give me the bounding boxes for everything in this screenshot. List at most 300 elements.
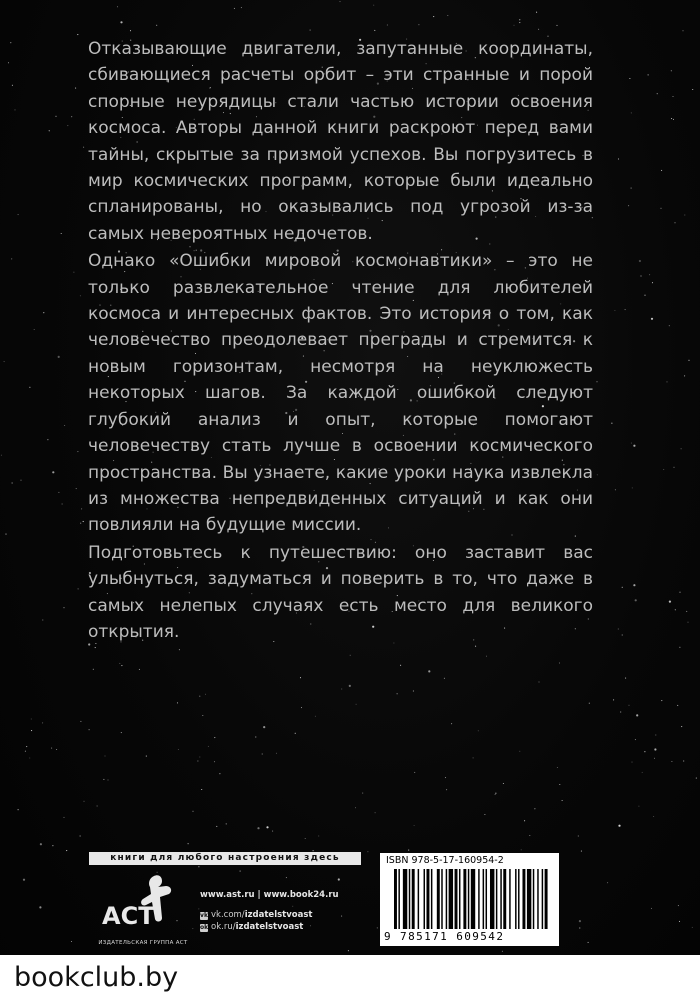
star: [387, 24, 388, 25]
star: [631, 188, 632, 189]
star: [1, 455, 2, 456]
star: [374, 30, 375, 31]
publisher-links: [200, 890, 339, 934]
star: [684, 375, 685, 376]
star: [681, 726, 682, 727]
star: [31, 718, 32, 719]
star: [301, 707, 302, 708]
star: [486, 656, 487, 657]
star: [362, 793, 363, 794]
star: [651, 908, 652, 909]
star: [214, 761, 215, 762]
blurb-text: [88, 36, 593, 646]
star: [10, 42, 11, 43]
star: [350, 655, 351, 656]
star: [513, 25, 514, 26]
star: [657, 93, 658, 94]
star: [579, 920, 581, 922]
star: [519, 751, 520, 752]
barcode-bar: [527, 869, 531, 929]
star: [579, 927, 580, 928]
star: [413, 690, 414, 691]
star: [266, 826, 268, 828]
star: [529, 835, 530, 836]
star: [653, 816, 654, 817]
star: [55, 116, 56, 117]
star: [433, 16, 434, 17]
star: [262, 753, 263, 754]
star: [686, 611, 687, 612]
star: [188, 843, 189, 844]
star: [638, 806, 639, 807]
star: [687, 622, 688, 623]
star: [25, 751, 26, 752]
star: [339, 1, 340, 2]
star: [562, 800, 563, 801]
star: [8, 62, 9, 63]
barcode-bar: [403, 869, 407, 929]
star: [534, 808, 535, 809]
star: [310, 30, 311, 31]
star: [29, 387, 30, 388]
star: [77, 451, 78, 452]
star: [80, 835, 81, 836]
star: [678, 905, 679, 906]
barcode-bar: [441, 869, 442, 929]
star: [684, 214, 685, 215]
star: [618, 825, 620, 827]
star: [400, 665, 401, 666]
star: [648, 74, 649, 75]
star: [618, 628, 619, 629]
star: [192, 811, 193, 812]
star: [519, 22, 520, 23]
star: [214, 737, 215, 738]
star: [18, 214, 19, 215]
star: [192, 928, 193, 929]
star: [635, 739, 636, 740]
barcode-bar: [518, 869, 519, 929]
star: [80, 523, 81, 524]
star: [107, 779, 108, 780]
star: [42, 619, 43, 620]
star: [677, 705, 678, 706]
star: [524, 820, 525, 821]
barcode-bar: [463, 869, 466, 929]
barcode-bar: [515, 869, 516, 929]
star: [56, 749, 57, 750]
watermark-site: bookclub.by: [14, 962, 179, 993]
star: [348, 950, 349, 951]
star: [681, 448, 682, 449]
barcode-bar: [503, 869, 506, 929]
barcode-bar: [496, 869, 497, 929]
barcode-bar: [446, 869, 447, 929]
star: [682, 30, 683, 31]
star: [341, 688, 342, 689]
star: [80, 295, 81, 296]
star: [397, 693, 398, 694]
star: [635, 599, 637, 601]
barcode-bar: [398, 869, 399, 929]
barcode-bar: [478, 869, 479, 929]
barcode-bar: [545, 869, 548, 929]
blurb-paragraph-2: Однако «Ошибки мировой космонавтики» – это не только развлекательное чтение для любителей космоса и интересных фактов. Это история о том, как человечество преодолевает преграды и стремится к новым горизонтам, несмотря на неуклюжесть некоторых шагов. За каждой ошибкой следуют глубокий анализ и опыт, которые помогают человечеству стать лучше в освоении космического пространства. Вы узнаете, какие уроки наука извлекла из множества непредвиденных ситуаций и как они повлияли на будущие миссии.: [88, 251, 593, 536]
star: [219, 773, 220, 774]
star: [581, 851, 582, 852]
star: [355, 807, 356, 808]
blurb-paragraph-3: Подготовьтесь к путешествию: оно заставит вас улыбнуться, задуматься и поверить в то, что даже в самых нелепых случаях есть место для великого открытия.: [88, 542, 593, 642]
star: [642, 772, 643, 773]
star: [67, 125, 68, 126]
star: [12, 85, 13, 86]
star: [216, 826, 217, 827]
star: [97, 805, 98, 806]
star: [679, 647, 680, 648]
star: [12, 482, 13, 483]
star: [47, 439, 48, 440]
star: [318, 835, 319, 836]
star: [76, 488, 77, 489]
star: [121, 732, 122, 733]
star: [257, 827, 259, 829]
star: [349, 685, 351, 687]
barcode-icon: [394, 869, 552, 929]
star: [618, 158, 619, 159]
star: [130, 30, 131, 31]
star: [484, 814, 485, 815]
publisher-tagline: книги для любого настроения здесь: [89, 852, 361, 865]
star: [103, 779, 104, 780]
social-link-ok-handle: izdatelstvoast: [235, 922, 304, 932]
star: [23, 879, 25, 881]
star: [63, 817, 64, 818]
star: [414, 825, 415, 826]
star: [632, 487, 633, 488]
star: [29, 757, 30, 758]
star: [205, 694, 206, 695]
star: [625, 678, 626, 679]
star: [40, 843, 42, 845]
barcode-bar: [455, 869, 458, 929]
star: [631, 112, 632, 113]
star: [4, 361, 5, 362]
star: [66, 850, 67, 851]
star: [31, 730, 32, 731]
star: [578, 835, 579, 836]
star: [263, 726, 265, 728]
star: [83, 147, 84, 148]
star: [26, 746, 27, 747]
star: [625, 309, 626, 310]
star: [377, 927, 378, 928]
barcode-bar: [471, 869, 475, 929]
star: [674, 222, 675, 223]
star: [607, 882, 608, 883]
star: [428, 670, 430, 672]
star: [208, 746, 209, 747]
star: [588, 942, 589, 943]
star: [418, 24, 419, 25]
star: [197, 760, 198, 761]
star: [688, 360, 689, 361]
star: [654, 758, 655, 759]
star: [63, 607, 64, 608]
star: [295, 733, 296, 734]
star: [675, 609, 676, 610]
star: [58, 356, 60, 358]
star: [669, 601, 671, 603]
star: [315, 716, 316, 717]
star: [95, 647, 96, 648]
star: [199, 696, 200, 697]
star: [414, 772, 415, 773]
star: [495, 794, 496, 795]
star: [34, 329, 35, 330]
barcode-bar: [412, 869, 415, 929]
barcode-bar: [483, 869, 484, 929]
barcode-bar: [394, 869, 397, 929]
star: [305, 838, 306, 839]
star: [179, 649, 180, 650]
watermark-footer: [0, 955, 700, 1004]
star: [655, 734, 656, 735]
star: [666, 381, 667, 382]
barcode-bar: [449, 869, 453, 929]
star: [120, 21, 122, 23]
star: [536, 12, 537, 13]
star: [52, 845, 53, 846]
social-link-vk[interactable]: [200, 910, 339, 921]
star: [64, 425, 65, 426]
barcode-bar: [426, 869, 429, 929]
star: [478, 730, 479, 731]
star: [502, 951, 503, 952]
star: [49, 130, 50, 131]
star: [77, 34, 78, 35]
star: [375, 812, 376, 813]
star: [651, 318, 653, 320]
star: [201, 789, 202, 790]
star: [692, 89, 693, 90]
star: [11, 258, 12, 259]
barcode-bar: [537, 869, 538, 929]
star: [83, 521, 84, 522]
star: [121, 665, 122, 666]
star: [559, 784, 560, 785]
barcode-bar: [418, 869, 419, 929]
star: [93, 669, 94, 670]
star: [692, 927, 693, 928]
star: [226, 823, 227, 824]
star: [119, 663, 120, 664]
star: [661, 700, 662, 701]
star: [679, 592, 680, 593]
social-link-ok[interactable]: [200, 922, 339, 933]
star: [672, 96, 673, 97]
star: [447, 15, 448, 16]
star: [139, 669, 140, 670]
star: [272, 831, 273, 832]
barcode-digits: 9 785171 609542: [384, 930, 505, 943]
star: [104, 755, 105, 756]
star: [18, 809, 19, 810]
star: [636, 714, 638, 716]
star: [503, 783, 504, 784]
star: [58, 492, 59, 493]
barcode-bar: [542, 869, 543, 929]
star: [669, 325, 670, 326]
star: [373, 5, 374, 6]
star: [644, 751, 645, 752]
star: [338, 878, 340, 880]
star: [628, 705, 629, 706]
star: [71, 941, 72, 942]
star: [20, 480, 21, 481]
star: [341, 916, 342, 917]
star: [596, 381, 597, 382]
star: [78, 588, 79, 589]
isbn-label: ISBN 978-5-17-160954-2: [386, 855, 504, 866]
ok-icon: ok: [200, 923, 209, 931]
star: [633, 584, 635, 586]
star: [473, 757, 474, 758]
star: [538, 29, 539, 30]
star: [39, 906, 41, 908]
star: [83, 801, 84, 802]
star: [156, 25, 157, 26]
star: [199, 756, 200, 757]
star: [146, 756, 147, 757]
ast-logo-icon: [96, 872, 188, 942]
star: [75, 88, 76, 89]
star: [81, 508, 82, 509]
blurb-paragraph-1: Отказывающие двигатели, запутанные координаты, сбивающиеся расчеты орбит – эти странные и порой спорные неурядицы стали частью истории освоения космоса. Авторы данной книги раскроют перед вами тайны, скрытые за призмой успехов. Вы погрузитесь в мир космических программ, которые были идеально спланированы, но оказывались под угрозой из-за самых невероятных недочетов.: [88, 39, 593, 244]
barcode-bar: [409, 869, 410, 929]
star: [628, 205, 629, 206]
star: [663, 469, 664, 470]
barcode-bar: [468, 869, 469, 929]
star: [613, 699, 614, 700]
star: [597, 474, 598, 475]
barcode-bar: [490, 869, 494, 929]
ast-logo-letters: АСТ: [102, 902, 155, 930]
star: [671, 118, 672, 119]
star: [286, 877, 287, 878]
star: [611, 423, 612, 424]
star: [629, 78, 630, 79]
star: [52, 471, 54, 473]
star: [683, 760, 684, 761]
star: [178, 749, 179, 750]
star: [445, 777, 446, 778]
star: [177, 702, 178, 703]
barcode-bar: [459, 869, 460, 929]
star: [615, 489, 616, 490]
barcode-bar: [437, 869, 440, 929]
star: [654, 748, 656, 750]
star: [495, 793, 496, 794]
star: [408, 850, 409, 851]
star: [652, 282, 653, 283]
star: [631, 762, 632, 763]
isbn-barcode-box: [380, 853, 559, 946]
star: [633, 445, 635, 447]
star: [198, 866, 199, 867]
star: [639, 260, 641, 262]
star: [451, 723, 452, 724]
star: [679, 921, 680, 922]
barcode-bar: [509, 869, 510, 929]
star: [241, 7, 242, 8]
social-link-ok-prefix: ok.ru/: [211, 922, 236, 932]
publisher-caption: ИЗДАТЕЛЬСКАЯ ГРУППА АСТ: [98, 940, 188, 946]
star: [117, 6, 118, 7]
star: [556, 25, 557, 26]
star: [673, 467, 674, 468]
star: [557, 767, 558, 768]
star: [661, 170, 662, 171]
star: [660, 208, 661, 209]
social-link-vk-handle: izdatelstvoast: [244, 910, 313, 920]
social-link-vk-prefix: vk.com/: [211, 910, 245, 920]
star: [61, 233, 62, 234]
star: [202, 715, 203, 716]
star: [649, 274, 650, 275]
star: [43, 312, 44, 313]
star: [631, 443, 632, 444]
star: [446, 789, 447, 790]
star: [62, 503, 63, 504]
star: [73, 272, 74, 273]
star: [255, 736, 256, 737]
star: [640, 275, 641, 276]
star: [673, 119, 674, 120]
barcode-bar: [424, 869, 425, 929]
star: [42, 722, 43, 723]
star: [367, 851, 368, 852]
star: [276, 753, 277, 754]
star: [14, 109, 15, 110]
star: [300, 677, 301, 678]
star: [644, 295, 645, 296]
star: [671, 761, 672, 762]
star: [519, 19, 520, 20]
barcode-bar: [500, 869, 501, 929]
publisher-websites[interactable]: www.ast.ru | www.book24.ru: [200, 890, 339, 900]
star: [71, 116, 72, 117]
star: [240, 871, 241, 872]
star: [620, 711, 621, 712]
star: [51, 748, 52, 749]
star: [559, 662, 560, 663]
star: [89, 729, 90, 730]
star: [521, 849, 522, 850]
star: [5, 534, 6, 535]
star: [622, 634, 623, 635]
vk-icon: vk: [200, 911, 208, 919]
star: [234, 8, 235, 9]
star: [696, 778, 697, 779]
barcode-bar: [522, 869, 525, 929]
barcode-bar: [486, 869, 487, 929]
star: [356, 704, 357, 705]
star: [622, 587, 623, 588]
star: [614, 310, 615, 311]
star: [538, 681, 539, 682]
star: [80, 721, 81, 722]
barcode-bar: [533, 869, 534, 929]
